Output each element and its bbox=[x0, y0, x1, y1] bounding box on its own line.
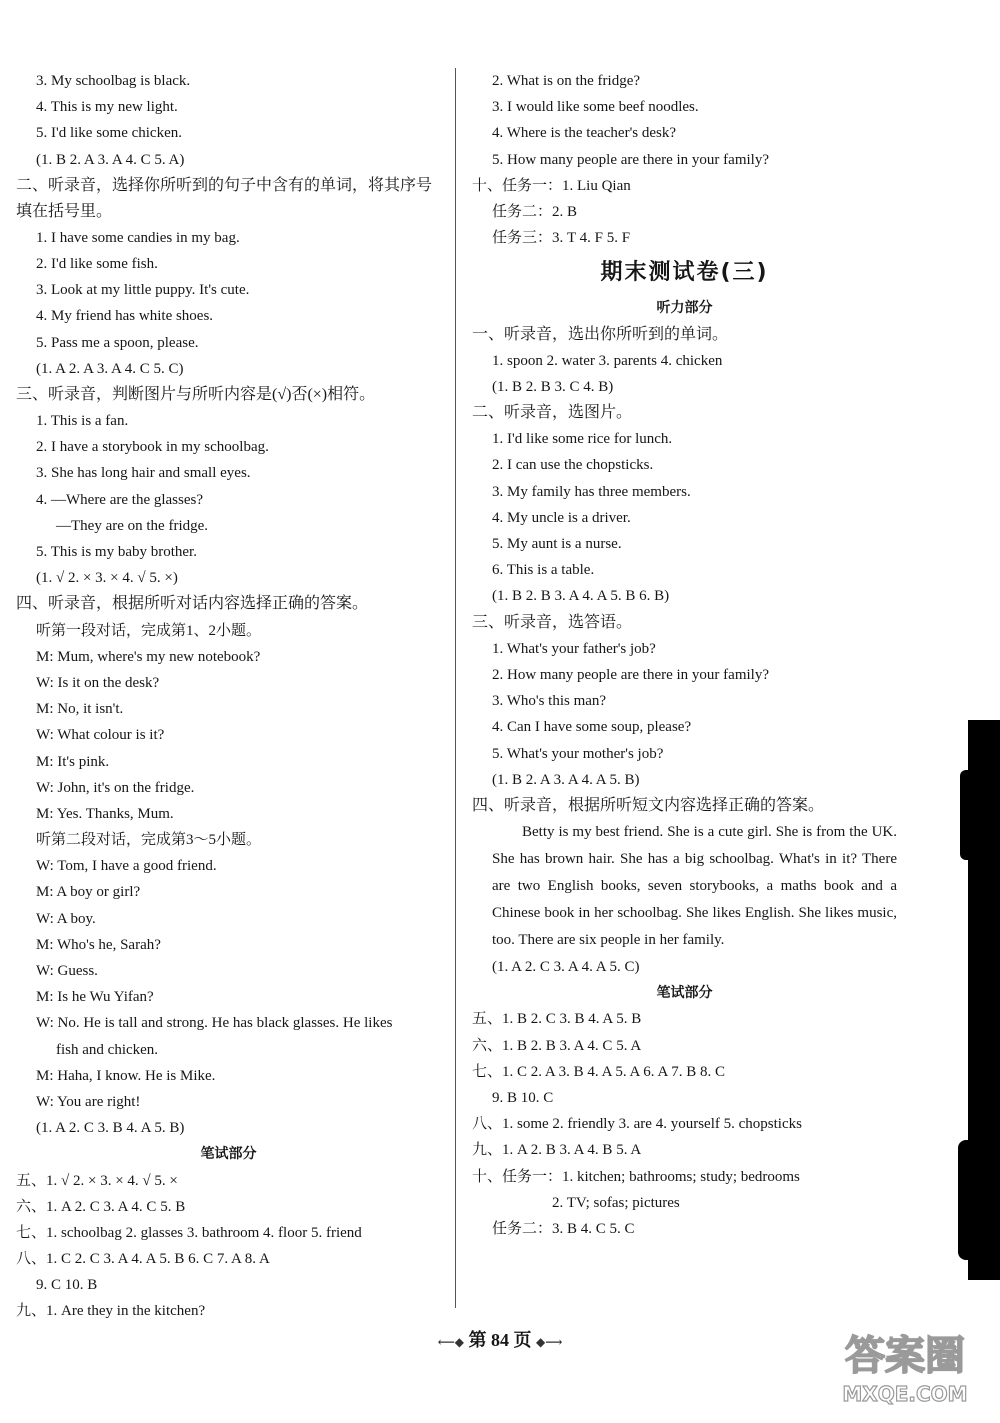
watermark-line1: 答案圈 bbox=[845, 1333, 965, 1379]
text-line: (1. B 2. A 3. A 4. A 5. B) bbox=[492, 771, 640, 788]
scan-edge-blot bbox=[958, 1140, 976, 1260]
text-line: W: Guess. bbox=[36, 963, 98, 979]
text-line: 4. —Where are the glasses? bbox=[36, 491, 204, 508]
column-divider bbox=[455, 68, 456, 1308]
text-line: W: John, it's on the fridge. bbox=[36, 779, 195, 796]
text-line: 1. I'd like some rice for lunch. bbox=[492, 431, 673, 448]
watermark-logo bbox=[810, 1321, 990, 1411]
passage-paragraph: Betty is my best friend. She is a cute girl. She is from the UK. She has brown hair. She has a big schoolbag. What's in it? There are two English books, seven storybooks, a maths book and a Chinese book in her schoolbag. She likes English. She likes music, too. There are six people in her family. bbox=[492, 824, 897, 949]
scan-edge-blot bbox=[960, 770, 974, 860]
text-line: 1. What's your father's job? bbox=[492, 640, 656, 657]
text-line: M: Haha, I know. He is Mike. bbox=[36, 1067, 216, 1084]
text-line: 5. My aunt is a nurse. bbox=[492, 536, 622, 552]
text-line: 2. I have a storybook in my schoolbag. bbox=[36, 439, 269, 456]
page-number: 第 84 页 bbox=[468, 1330, 532, 1350]
text-line: W: A boy. bbox=[36, 910, 96, 927]
text-line: 三、听录音，判断图片与所听内容是(√)否(×)相符。 bbox=[16, 385, 376, 403]
text-line: 3. Who's this man? bbox=[492, 693, 607, 710]
text-line: 听第一段对话，完成第1、2小题。 bbox=[36, 622, 262, 639]
text-line: 1. I have some candies in my bag. bbox=[36, 229, 240, 246]
text-line: M: Who's he, Sarah? bbox=[36, 936, 161, 953]
text-line: (1. √ 2. × 3. × 4. √ 5. ×) bbox=[36, 570, 178, 587]
text-line: 4. Where is the teacher's desk? bbox=[492, 125, 677, 142]
text-line: 2. How many people are there in your family? bbox=[492, 666, 769, 683]
text-line: 9. B 10. C bbox=[492, 1090, 554, 1106]
text-line: (1. A 2. A 3. A 4. C 5. C) bbox=[36, 360, 184, 377]
text-line: 九、1. Are they in the kitchen? bbox=[16, 1303, 206, 1320]
text-line: 任务三：3. T 4. F 5. F bbox=[492, 230, 631, 247]
text-line: W: Tom, I have a good friend. bbox=[36, 858, 217, 875]
text-line: 5. I'd like some chicken. bbox=[36, 125, 182, 142]
text-line: M: Mum, where's my new notebook? bbox=[36, 648, 261, 665]
text-line: 二、听录音，选图片。 bbox=[472, 404, 633, 422]
text-line: W: What colour is it? bbox=[36, 727, 165, 744]
text-line: fish and chicken. bbox=[56, 1041, 159, 1058]
section-heading: 笔试部分 bbox=[200, 1146, 257, 1163]
text-line: 五、1. √ 2. × 3. × 4. √ 5. × bbox=[16, 1172, 178, 1189]
left-column bbox=[16, 68, 441, 1325]
text-line: 听第二段对话，完成第3～5小题。 bbox=[36, 832, 262, 849]
text-line: 七、1. C 2. A 3. B 4. A 5. A 6. A 7. B 8. C bbox=[472, 1063, 725, 1080]
watermark-line2: MXQE.COM bbox=[842, 1382, 968, 1406]
text-line: (1. B 2. A 3. A 4. C 5. A) bbox=[36, 151, 185, 168]
text-line: M: Yes. Thanks, Mum. bbox=[36, 805, 174, 822]
text-line: 9. C 10. B bbox=[36, 1277, 98, 1294]
text-line: 一、听录音，选出你所听到的单词。 bbox=[472, 325, 729, 343]
text-line: 七、1. schoolbag 2. glasses 3. bathroom 4. floor 5. friend bbox=[16, 1224, 362, 1241]
text-line: M: No, it isn't. bbox=[36, 701, 124, 718]
text-line: 3. She has long hair and small eyes. bbox=[36, 465, 251, 482]
text-line: 2. I'd like some fish. bbox=[36, 255, 158, 272]
text-line: W: No. He is tall and strong. He has black glasses. He likes bbox=[36, 1015, 393, 1032]
text-line: 三、听录音，选答语。 bbox=[472, 613, 633, 631]
text-line: 5. This is my baby brother. bbox=[36, 544, 197, 560]
text-line: 1. This is a fan. bbox=[36, 413, 129, 430]
text-line: 任务二：3. B 4. C 5. C bbox=[492, 1220, 635, 1237]
text-line: 十、任务一：1. kitchen; bathrooms; study; bedrooms bbox=[472, 1168, 800, 1185]
exam-title: 期末测试卷(三) bbox=[600, 260, 769, 286]
text-line: 八、1. some 2. friendly 3. are 4. yourself 5. chopsticks bbox=[472, 1116, 802, 1133]
text-line: 2. I can use the chopsticks. bbox=[492, 457, 654, 474]
text-line: 六、1. A 2. C 3. A 4. C 5. B bbox=[16, 1198, 186, 1215]
section-heading: 听力部分 bbox=[656, 300, 713, 317]
footer-left-ornament: ⟵◆ bbox=[437, 1335, 464, 1349]
text-line: 3. My family has three members. bbox=[492, 483, 691, 500]
text-line: 五、1. B 2. C 3. B 4. A 5. B bbox=[472, 1011, 642, 1028]
text-line: M: It's pink. bbox=[36, 753, 110, 770]
text-line: 1. spoon 2. water 3. parents 4. chicken bbox=[492, 352, 723, 369]
text-line: 十、任务一：1. Liu Qian bbox=[472, 177, 631, 194]
text-line: 5. How many people are there in your family? bbox=[492, 151, 769, 168]
right-column bbox=[472, 68, 897, 1242]
text-line: M: A boy or girl? bbox=[36, 884, 141, 901]
footer-right-ornament: ◆⟶ bbox=[536, 1335, 563, 1349]
text-line: 5. Pass me a spoon, please. bbox=[36, 334, 199, 351]
text-line: 3. I would like some beef noodles. bbox=[492, 99, 699, 116]
text-line: W: You are right! bbox=[36, 1093, 141, 1110]
text-line: 6. This is a table. bbox=[492, 562, 595, 579]
text-line: (1. A 2. C 3. B 4. A 5. B) bbox=[36, 1120, 185, 1137]
text-line: 4. My friend has white shoes. bbox=[36, 308, 214, 325]
text-line: M: Is he Wu Yifan? bbox=[36, 989, 154, 1006]
text-line: 二、听录音，选择你所听到的句子中含有的单词，将其序号填在括号里。 bbox=[16, 176, 433, 220]
text-line: 4. My uncle is a driver. bbox=[492, 509, 631, 526]
text-line: 5. What's your mother's job? bbox=[492, 745, 664, 762]
text-line: 八、1. C 2. C 3. A 4. A 5. B 6. C 7. A 8. A bbox=[16, 1251, 270, 1268]
text-line: 四、听录音，根据所听短文内容选择正确的答案。 bbox=[472, 796, 825, 814]
text-line: (1. B 2. B 3. A 4. A 5. B 6. B) bbox=[492, 588, 670, 605]
text-line: (1. A 2. C 3. A 4. A 5. C) bbox=[492, 959, 640, 976]
text-line: 2. TV; sofas; pictures bbox=[552, 1194, 680, 1211]
section-heading: 笔试部分 bbox=[656, 985, 713, 1002]
text-line: (1. B 2. B 3. C 4. B) bbox=[492, 378, 614, 395]
text-line: —They are on the fridge. bbox=[56, 517, 209, 534]
text-line: 4. Can I have some soup, please? bbox=[492, 719, 692, 736]
text-line: 2. What is on the fridge? bbox=[492, 73, 641, 89]
text-line: 六、1. B 2. B 3. A 4. C 5. A bbox=[472, 1037, 642, 1054]
text-line: 任务二：2. B bbox=[492, 203, 578, 220]
text-line: 3. Look at my little puppy. It's cute. bbox=[36, 282, 250, 299]
text-line: 4. This is my new light. bbox=[36, 99, 178, 116]
text-line: W: Is it on the desk? bbox=[36, 674, 160, 691]
text-line: 九、1. A 2. B 3. A 4. B 5. A bbox=[472, 1142, 642, 1159]
text-line: 四、听录音，根据所听对话内容选择正确的答案。 bbox=[16, 595, 369, 613]
text-line: 3. My schoolbag is black. bbox=[36, 73, 191, 89]
